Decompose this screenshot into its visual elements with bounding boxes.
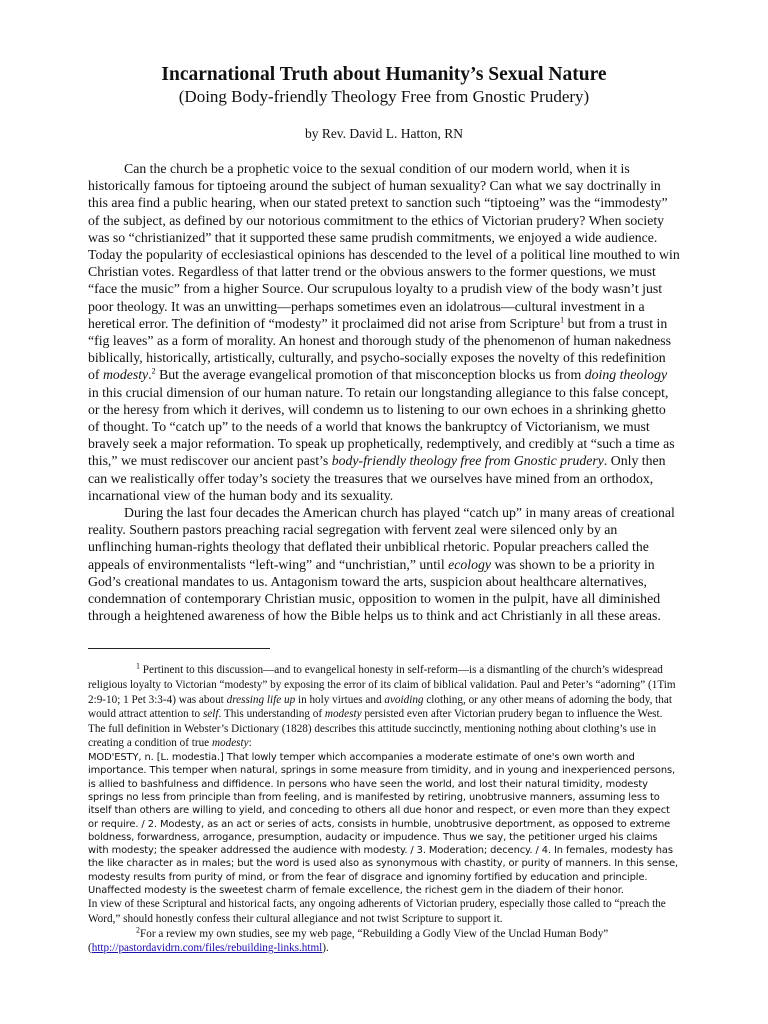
footnote-1-conclusion: In view of these Scriptural and historical facts, any ongoing adherents of Victorian prudery, especially those called to “preach the Word,” should honestly confess their cultural allegiance and not twist Scripture to support it.: [88, 898, 666, 925]
text-run: Can the church be a prophetic voice to the sexual condition of our modern world, when it is historically famous for tiptoeing around the subject of human sexuality? Can what we say doctrinally in this area find a public hearing, when our stated pretext to sanction such “tiptoeing” was the “immodesty” of the subject, as defined by our notorious commitment to the ethics of Victorian prudery? When society was so “christianized” that it supported these same prudish commitments, we enjoyed a wide audience. Today the popularity of ecclesiastical opinions has descended to the level of a political line mouthed to win Christian votes. Regardless of that latter trend or the obvious answers to the former questions, we must “face the music” from a higher Source. Our scrupulous loyalty to a prudish view of the body wasn’t just poor theology. It was an unwitting—perhaps sometimes even an idolatrous—cultural investment in a heretical error. The definition of “modesty” it proclaimed did not arise from Scripture: [88, 161, 680, 331]
text-run: :: [248, 737, 252, 750]
italic-term: ecology: [448, 556, 492, 572]
author-byline: by Rev. David L. Hatton, RN: [304, 126, 464, 141]
footnote-divider: [88, 648, 270, 649]
italic-term: body-friendly theology free from Gnostic prudery: [331, 453, 604, 469]
text-run: persisted even after Victorian prudery began to influence the West. The full definition in Webster’s Dictionary (1828) describes this attitude succinctly, mentioning nothing about clothing’s use in creating a condition of true: [88, 708, 663, 750]
italic-term: self: [202, 708, 219, 721]
body-text: [88, 160, 680, 624]
italic-term: avoiding: [384, 693, 424, 706]
text-run: .: [148, 367, 152, 383]
text-run: was shown to be a priority in God’s creational mandates to us. Antagonism toward the arts, suspicion about healthcare alternatives, condemnation of contemporary Christian music, opposition to women in the pulpit, have all diminished through a heightened awareness of how the Bible helps us to think and act Christianly in all these areas.: [88, 556, 661, 624]
footnote-marker-1: 1: [136, 661, 140, 671]
footnote-2: [88, 924, 680, 956]
text-run: clothing, or any other means of adorning the body, that would attract attention to: [88, 693, 672, 721]
text-run: in holy virtues and: [295, 693, 385, 706]
footnotes: [88, 663, 680, 955]
italic-term: modesty: [102, 367, 149, 383]
text-run: Pertinent to this discussion—and to evangelical honesty in self-reform—is a dismantling of the church’s widespread religious loyalty to Victorian “modesty” by exposing the error of its claim of biblical validation. Paul and Peter’s “adorning” (1Tim 2:9-10; 1 Pet 3:3-4) was about: [88, 664, 676, 706]
text-run: ).: [322, 942, 329, 955]
italic-term: doing theology: [584, 367, 668, 383]
document-title: Incarnational Truth about Humanity’s Sexual Nature: [161, 64, 607, 85]
paragraph-1: [88, 160, 680, 504]
footnote-ref-1: 1: [560, 315, 565, 325]
italic-term: modesty: [324, 708, 362, 721]
footnote-1: [88, 663, 680, 751]
text-run: During the last four decades the American church has played “catch up” in many areas of creational reality. Southern pastors preaching racial segregation with fervent zeal were silenced only by an unflinching human-rights theology that deflated their unbiblical rhetoric. Popular preachers called the appeals of environmentalists “left-wing” and “unchristian,” until: [88, 505, 675, 572]
text-run: But the average evangelical promotion of that misconception blocks us from: [155, 367, 585, 383]
footnote-marker-2: 2: [136, 924, 140, 934]
text-run: but from a trust in “fig leaves” as a form of morality. An honest and thorough study of the phenomenon of human nakedness biblically, historically, artistically, culturally, and psycho-socially exposes the novelty of this redefinition of: [88, 315, 672, 383]
text-run: . This understanding of: [218, 708, 325, 721]
web-page-link[interactable]: http://pastordavidrn.com/files/rebuilding-links.html: [91, 942, 323, 955]
text-run: in this crucial dimension of our human nature. To retain our longstanding allegiance to this false concept, or the heresy from which it derives, will condemn us to listening to our own echoes in a shrinking ghetto of thought. To “catch up” to the needs of a world that knows the bankruptcy of Victorianism, we must bravely seek a major reformation. To speak up prophetically, redemptively, and credibly at “such a time as this,” we must rediscover our ancient past’s: [88, 384, 675, 469]
italic-term: modesty: [211, 737, 249, 750]
document-subtitle: (Doing Body-friendly Theology Free from Gnostic Prudery): [178, 87, 590, 106]
footnote-ref-2: 2: [151, 366, 156, 376]
text-run: . Only then can we realistically offer today’s society the treasures that we ourselves have mined from an orthodox, incarnational view of the human body and its sexuality.: [88, 453, 666, 503]
dictionary-definition: MOD'ESTY, n. [L. modestia.] That lowly temper which accompanies a moderate estimate of one's own worth and importance. This temper when natural, springs in some measure from timidity, and in young and inexperienced persons, is allied to bashfulness and diffidence. In persons who have seen the world, and lost their natural timidity, modesty springs no less from principle than from feeling, and is manifested by retiring, unobtrusive manners, assuming less to itself than others are willing to yield, and conceding to others all due honor and respect, or even more than they expect or require. / 2. Modesty, as an act or series of acts, consists in humble, unobtrusive deportment, as opposed to extreme boldness, forwardness, arrogance, presumption, audacity or impudence. Thus we say, the petitioner urged his claims with modesty; the speaker addressed the audience with modesty. / 3. Moderation; decency. / 4. In females, modesty has the like character as in males; but the word is used also as synonymous with chastity, or purity of manners. In this sense, modesty results from purity of mind, or from the fear of disgrace and ignominy fortified by education and principle. Unaffected modesty is the sweetest charm of female excellence, the richest gem in the diadem of their honor.: [88, 752, 679, 897]
paragraph-2: [88, 504, 680, 624]
italic-term: dressing life up: [226, 693, 296, 706]
text-run: For a review my own studies, see my web page, “Rebuilding a Godly View of the Unclad Human Body” (: [88, 927, 609, 955]
